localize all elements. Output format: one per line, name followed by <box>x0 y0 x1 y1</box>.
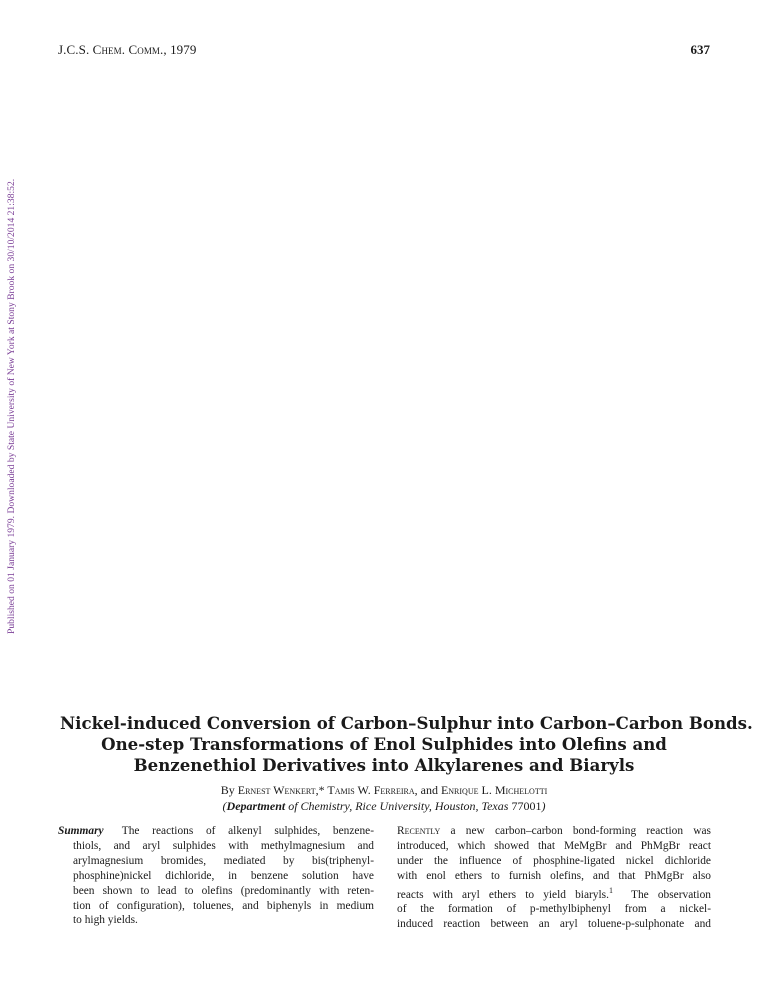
journal-name: Chem. Comm. <box>92 42 164 57</box>
summary-line: tion of configuration), toluenes, and biphenyls in medium <box>73 899 374 912</box>
title-line-3: Benzenethiol Derivatives into Alkylarenes and Biaryls <box>133 755 635 775</box>
summary-label: Summary <box>58 825 104 837</box>
body-line: of the formation of p-methylbiphenyl from a nickel- <box>397 903 711 916</box>
authors: By Ernest Wenkert,* Tamis W. Ferreira, and Enrique L. Michelotti <box>220 783 548 797</box>
summary-line: phosphine)nickel dichloride, in benzene solution have <box>73 869 374 882</box>
author-ferreira: Tamis W. Ferreira, <box>324 783 418 797</box>
author-michelotti: Enrique L. Michelotti <box>440 783 548 797</box>
body-column <box>397 824 711 932</box>
summary-line: been shown to lead to olefins (predominantly with reten- <box>73 884 374 897</box>
corresponding-mark: * <box>318 783 325 797</box>
body-line: introduced, which showed that MeMgBr and PhMgBr react <box>397 839 711 852</box>
body-line: induced reaction between an aryl toluene-p-sulphonate and <box>397 918 711 931</box>
page-number: 637 <box>690 42 710 57</box>
body-line: with enol ethers to furnish olefins, and that PhMgBr also <box>397 869 711 882</box>
summary-line: Summary The reactions of alkenyl sulphides, benzene- <box>58 825 375 837</box>
summary-line: thiols, and aryl sulphides with methylmagnesium and <box>73 839 374 852</box>
title-line-2: One-step Transformations of Enol Sulphides into Olefins and <box>101 734 667 754</box>
article-title <box>60 713 753 776</box>
title-line-1: Nickel-induced Conversion of Carbon–Sulphur into Carbon–Carbon Bonds. <box>60 713 753 733</box>
summary-line: to high yields. <box>73 914 138 927</box>
reference-mark[interactable]: 1 <box>608 885 613 895</box>
summary-column <box>58 824 374 928</box>
body-line: under the influence of phosphine-ligated nickel dichloride <box>397 854 711 867</box>
journal-header: J.C.S. Chem. Comm., 1979 <box>58 42 197 57</box>
affiliation: (Department of Chemistry, Rice University, Houston, Texas 77001) <box>222 799 546 813</box>
body-line: Recently a new carbon–carbon bond-forming reaction was <box>397 825 711 837</box>
author-wenkert: Ernest Wenkert, <box>237 783 319 797</box>
body-line: reacts with aryl ethers to yield biaryls.$^1$ The observation <box>397 885 711 901</box>
summary-line: arylmagnesium bromides, mediated by bis(triphenyl- <box>73 854 374 867</box>
download-notice[interactable]: Published on 01 January 1979. Downloaded by State University of New York at Stony Brook on 30/10/2014 21:38:52. <box>6 178 17 634</box>
body-lead: Recently <box>397 825 441 837</box>
